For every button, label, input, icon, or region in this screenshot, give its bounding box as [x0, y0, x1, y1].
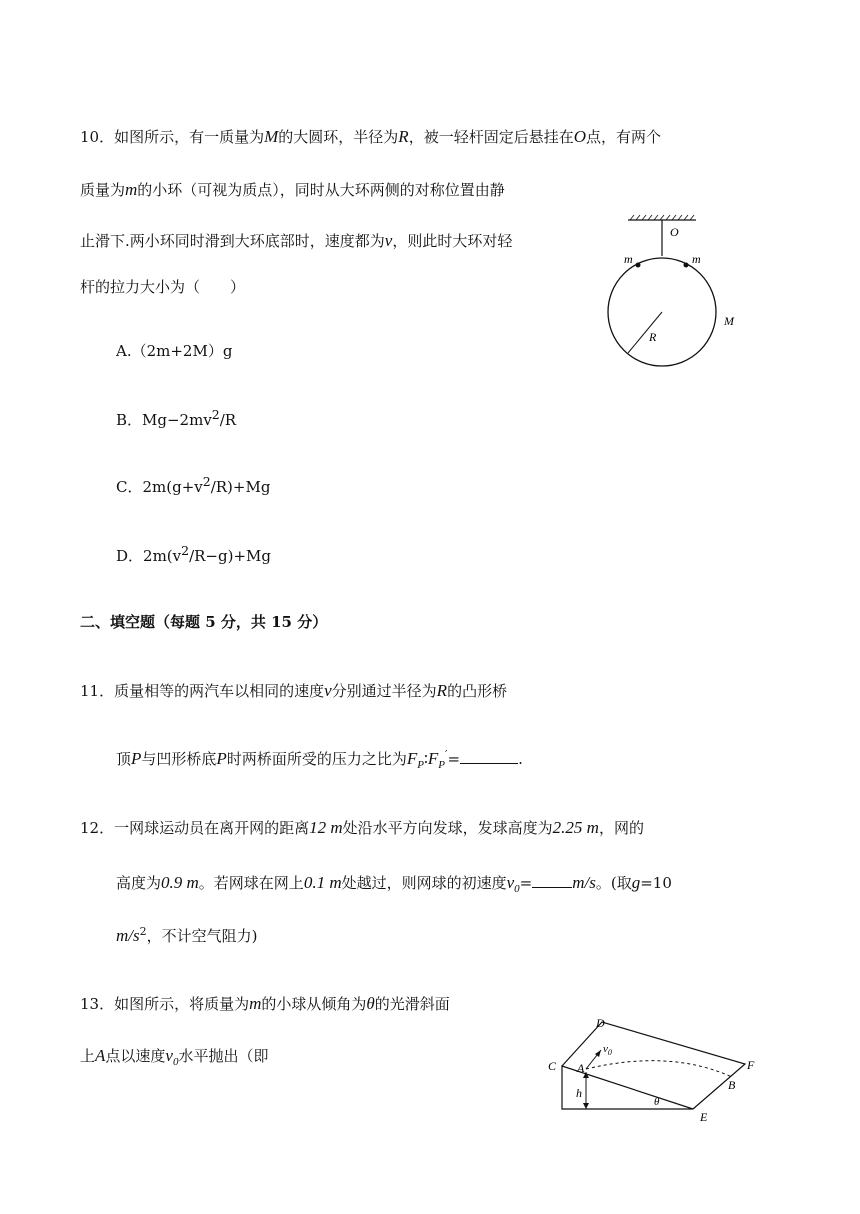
fig10-label-m-right: m — [692, 252, 701, 266]
q12-line-2: 高度为0.9 m。若网球在网上0.1 m处越过，则网球的初速度$v_0= m/s$。(取g=10 — [116, 873, 672, 895]
q10-figure — [600, 210, 760, 375]
fig13-label-f: F — [747, 1058, 755, 1072]
q10-option-a: A.（2m+2M）g — [116, 342, 233, 360]
q11-line-1: 11．质量相等的两汽车以相同的速度v分别通过半径为R的凸形桥 — [80, 681, 508, 700]
fig13-label-d: D — [596, 1016, 605, 1030]
fig13-label-c: C — [548, 1059, 557, 1073]
q10-line-1: 10．如图所示，有一质量为M的大圆环，半径为R，被一轻杆固定后悬挂在O点，有两个 — [80, 127, 661, 146]
fig13-label-h: h — [576, 1086, 582, 1100]
q10-option-d: D．$2m(v^2/R-g)+Mg$ — [116, 543, 271, 565]
fig10-label-m-left: m — [624, 252, 633, 266]
section-heading: 二、填空题（每题 5 分，共 15 分） — [80, 613, 328, 631]
q10-option-c: C．$2m(g+v^2/R)+Mg$ — [116, 474, 271, 496]
q12-line-3: $m/s^2$，不计空气阻力) — [116, 925, 258, 945]
fig10-label-r: R — [649, 330, 657, 344]
q10-line-4: 杆的拉力大小为（ ） — [80, 278, 246, 296]
q10-option-b: B．$Mg-2mv^2/R$ — [116, 407, 237, 429]
fig13-label-a: A — [577, 1061, 585, 1075]
fig13-label-theta: θ — [654, 1096, 660, 1108]
fig10-label-big-m: M — [724, 314, 734, 328]
q13-figure — [540, 1005, 770, 1135]
q11-answer-blank[interactable] — [460, 748, 518, 764]
q12-answer-blank[interactable] — [532, 872, 572, 888]
q10-line-3: 止滑下.两小环同时滑到大环底部时，速度都为v，则此时大环对轻 — [80, 231, 513, 250]
q12-line-1: 12．一网球运动员在离开网的距离12 m处沿水平方向发球，发球高度为2.25 m，网的 — [80, 818, 644, 837]
fig13-label-e: E — [700, 1110, 708, 1124]
q11-line-2: 顶P与凹形桥底P时两桥面所受的压力之比为$F_P∶F_P'=$ . — [116, 748, 523, 771]
q10-line-2: 质量为m的小环（可视为质点），同时从大环两侧的对称位置由静 — [80, 180, 505, 199]
q10-number: 10． — [80, 128, 115, 146]
fig13-label-b: B — [728, 1078, 736, 1092]
q13-line-1: 13．如图所示，将质量为m的小球从倾角为θ的光滑斜面 — [80, 994, 450, 1013]
fig13-label-v0: $v_0$ — [603, 1043, 612, 1057]
fig10-label-o: O — [670, 225, 679, 239]
q13-line-2: 上A点以速度$v_0$水平抛出（即 — [80, 1046, 269, 1068]
